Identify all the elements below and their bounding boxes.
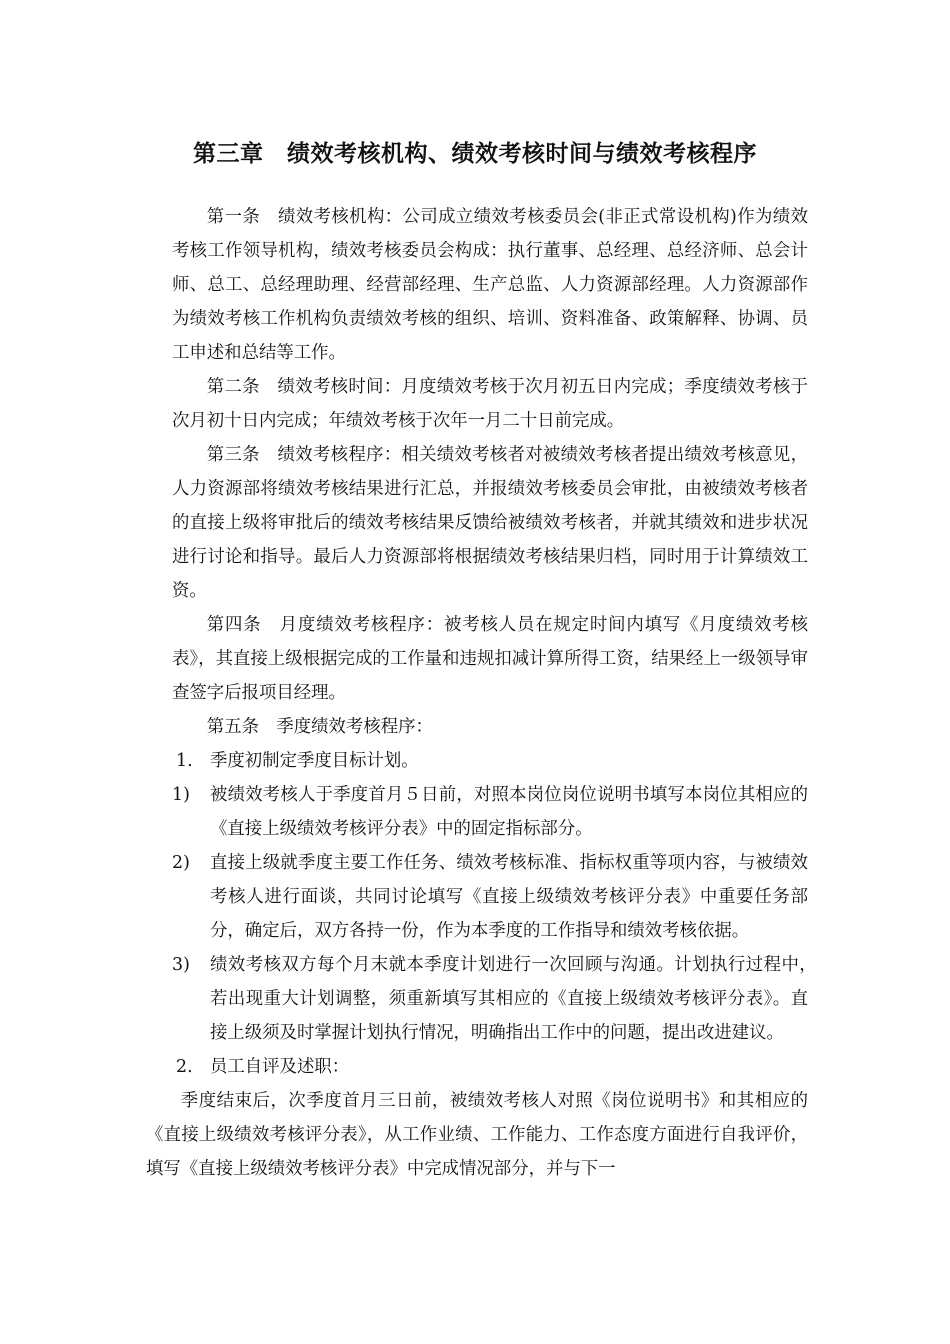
article-2: 第二条 绩效考核时间：月度绩效考核于次月初五日内完成；季度绩效考核于次月初十日内完成；年绩效考核于次年一月二十日前完成。: [172, 377, 808, 431]
article-3: 第三条 绩效考核程序：相关绩效考核者对被绩效考核者提出绩效考核意见，人力资源部将绩效考核结果进行汇总，并报绩效考核委员会审批，由被绩效考核者的直接上级将审批后的绩效考核结果反馈给被绩效考核者，并就其绩效和进步状况进行讨论和指导。最后人力资源部将根据绩效考核结果归档，同时用于计算绩效工资。: [172, 445, 808, 601]
chapter-title: 第三章 绩效考核机构、绩效考核时间与绩效考核程序: [193, 140, 757, 167]
step-1-number: 1.: [176, 751, 193, 771]
step-2-number: 2.: [176, 1057, 193, 1077]
document-body: [146, 200, 826, 1186]
closing-paragraph: 季度结束后，次季度首月三日前，被绩效考核人对照《岗位说明书》和其相应的《直接上级绩效考核评分表》，从工作业绩、工作能力、工作态度方面进行自我评价，填写《直接上级绩效考核评分表》中完成情况部分，并与下一: [146, 1091, 808, 1179]
substep-3-text: 绩效考核双方每个月末就本季度计划进行一次回顾与沟通。计划执行过程中， 若出现重大计划调整，须重新填写其相应的《直接上级绩效考核评分表》。直接上级须及时掌握计划执行情况，明确指出工作中的问题，提出改进建议。: [210, 955, 826, 1043]
step-2: [172, 1050, 808, 1084]
article-4: 第四条 月度绩效考核程序：被考核人员在规定时间内填写《月度绩效考核表》，其直接上级根据完成的工作量和违规扣减计算所得工资，结果经上一级领导审查签字后报项目经理。: [172, 615, 808, 703]
article-1: 第一条 绩效考核机构：公司成立绩效考核委员会(非正式常设机构)作为绩效考核工作领导机构，绩效考核委员会构成：执行董事、总经理、总经济师、总会计师、总工、总经理助理、经营部经理、生产总监、人力资源部经理。人力资源部作为绩效考核工作机构负责绩效考核的组织、培训、资料准备、政策解释、协调、员工申述和总结等工作。: [172, 207, 808, 363]
step-1-text: 季度初制定季度目标计划。: [210, 751, 419, 771]
substep-1: [172, 778, 808, 846]
substep-3: [172, 948, 826, 1050]
article-5: 第五条 季度绩效考核程序：: [206, 717, 433, 737]
substep-2: [172, 846, 808, 948]
substep-1-number: 1): [172, 785, 190, 805]
substep-2-number: 2): [172, 853, 190, 873]
substep-3-number: 3): [172, 955, 190, 975]
step-2-text: 员工自评及述职：: [210, 1057, 350, 1077]
step-1: [172, 744, 808, 778]
substep-1-text: 被绩效考核人于季度首月５日前，对照本岗位岗位说明书填写本岗位其相应的《直接上级绩效考核评分表》中的固定指标部分。: [210, 785, 808, 839]
substep-2-text: 直接上级就季度主要工作任务、绩效考核标准、指标权重等项内容，与被绩效考核人进行面谈，共同讨论填写《直接上级绩效考核评分表》中重要任务部分，确定后，双方各持一份，作为本季度的工作指导和绩效考核依据。: [210, 853, 808, 941]
